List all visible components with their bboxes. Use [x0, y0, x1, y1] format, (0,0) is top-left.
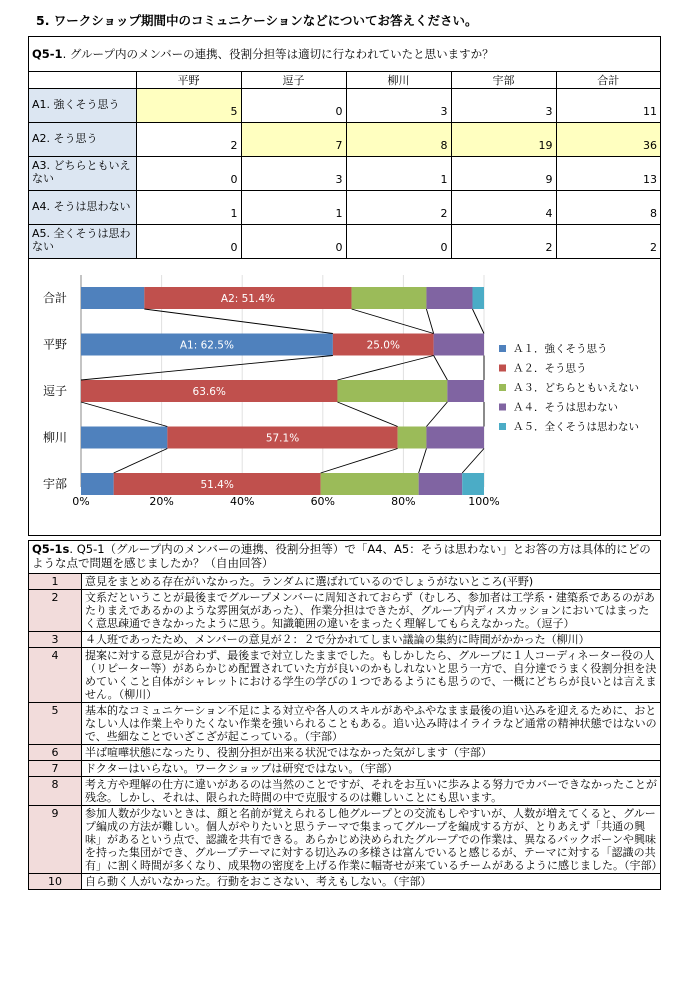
series-line [144, 309, 333, 334]
table-row [29, 156, 660, 190]
cell: 3 [451, 88, 556, 122]
series-line [434, 356, 448, 381]
bar-segment [352, 287, 427, 309]
row-label: A5. 全くそうは思わない [29, 224, 136, 258]
legend-swatch [499, 423, 506, 430]
cell: 13 [556, 156, 660, 190]
legend-swatch [499, 345, 506, 352]
q5-1-question [29, 37, 660, 71]
category-label: 合計 [42, 291, 67, 305]
series-line [321, 449, 398, 474]
series-line [337, 356, 433, 381]
stacked-bar-chart [29, 265, 660, 535]
cell: 7 [241, 122, 346, 156]
data-label: A2: 51.4% [220, 293, 276, 305]
table-row [29, 190, 660, 224]
q5-1s-id: Q5-1s [32, 542, 70, 556]
comment-row [29, 648, 660, 703]
table-row [29, 224, 660, 258]
comment-row [29, 745, 660, 761]
col-header: 合計 [556, 71, 660, 88]
cell: 9 [451, 156, 556, 190]
q5-1s-panel [28, 540, 661, 890]
cell: 1 [241, 190, 346, 224]
q5-1-table [29, 37, 660, 259]
legend-label: Ａ５．全くそうは思わない [513, 421, 639, 433]
cell: 0 [346, 224, 451, 258]
cell: 0 [241, 88, 346, 122]
bar-segment [472, 287, 484, 309]
x-tick-label: 40% [229, 495, 255, 508]
comment-number: 5 [29, 703, 82, 745]
comment-text: ４人班であったため、メンバーの意見が２：２で分かれてしまい議論の集約に時間がかかった（柳川） [82, 632, 661, 648]
bar-segment [447, 380, 484, 402]
data-label: 51.4% [200, 479, 234, 491]
legend-swatch [499, 384, 506, 391]
header-blank [29, 71, 136, 88]
legend-swatch [499, 365, 506, 372]
cell: 8 [346, 122, 451, 156]
legend-label: Ａ３．どちらともいえない [513, 382, 639, 394]
comment-row [29, 703, 660, 745]
comment-row [29, 874, 660, 890]
table-row [29, 88, 660, 122]
category-label: 逗子 [42, 384, 67, 398]
cell: 3 [346, 88, 451, 122]
data-label: 25.0% [366, 339, 400, 352]
x-tick-label: 60% [310, 495, 336, 508]
row-label: A1. 強くそう思う [29, 88, 136, 122]
cell: 11 [556, 88, 660, 122]
legend-label: Ａ４．そうは思わない [513, 401, 618, 414]
q5-1-id: Q5-1 [32, 46, 63, 61]
comment-number: 2 [29, 590, 82, 632]
series-line [352, 309, 434, 334]
comment-row [29, 761, 660, 777]
cell: 2 [136, 122, 241, 156]
comment-row [29, 632, 660, 648]
cell: 1 [346, 156, 451, 190]
cell: 2 [451, 224, 556, 258]
comment-number: 8 [29, 777, 82, 806]
comment-number: 7 [29, 761, 82, 777]
comment-text: 意見をまとめる存在がいなかった。ランダムに選ばれているのでしょうがないところ(平野) [82, 574, 661, 590]
row-label: A2. そう思う [29, 122, 136, 156]
q5-1s-question [29, 541, 660, 574]
comment-number: 6 [29, 745, 82, 761]
comment-text: 半ば喧嘩状態になったり、役割分担が出来る状況ではなかった気がします（宇部） [82, 745, 661, 761]
comment-row [29, 574, 660, 590]
q5-1-text: . グループ内のメンバーの連携、役割分担等は適切に行なわれていたと思いますか？ [62, 46, 494, 61]
comment-number: 10 [29, 874, 82, 890]
category-label: 宇部 [42, 477, 67, 491]
comment-text: 文系だということが最後までグループメンバーに周知されておらず（むしろ、参加者は工学系・建築系であるのがあたりまえであるかのような雰囲気があった）、作業分担はできたが、グループ内ディスカッションにおいてはまったく意思疎通できなかったように思う。知識範囲の違いをまったく理解してもらえなかった。（逗子） [82, 590, 661, 632]
series-line [419, 449, 427, 474]
comments-table [29, 574, 663, 889]
col-header: 平野 [136, 71, 241, 88]
bar-segment [434, 334, 484, 356]
bar-segment [337, 380, 447, 402]
comment-text: 基本的なコミュニケーション不足による対立や各人のスキルがあやふやなまま最後の追い込みを迎えるために、おとなしい人は作業上やりたくない作業を強いられることもある。追い込み時はイライラなど通常の精神状態ではないので、些細なことでいざこざが起こっている。（宇部） [82, 703, 661, 745]
comment-text: 自ら動く人がいなかった。行動をおこさない、考えもしない。（宇部） [85, 875, 432, 888]
cell: 8 [556, 190, 660, 224]
x-tick-label: 20% [149, 495, 174, 508]
bar-segment [419, 473, 463, 495]
table-row [29, 122, 660, 156]
comment-row [29, 777, 660, 806]
comment-number: 1 [29, 574, 82, 590]
row-label: A3. どちらともいえない [29, 156, 136, 190]
series-line [462, 449, 484, 474]
section-title: 5. ワークショップ期間中のコミュニケーションなどについてお答えください。 [36, 13, 478, 28]
comment-text: 提案に対する意見が合わず、最後まで対立したままでした。もしかしたら、グループに１人コーディネーター役の人（リピーター等）があらかじめ配置されていた方が良いのかもしれないと思う一方で、自分達でうまく役割分担を決めていくこと自体がシャレットにおける学生の学びの１つであるようにも思うので、一概にどちらが良いとは言えません。（柳川） [82, 648, 661, 703]
series-line [114, 449, 168, 474]
cell: 0 [136, 224, 241, 258]
data-label: 57.1% [265, 432, 300, 445]
cell: 0 [136, 156, 241, 190]
x-tick-label: 0% [72, 495, 90, 508]
bar-segment [81, 427, 167, 449]
cell: 36 [556, 122, 660, 156]
bar-segment [426, 427, 484, 449]
series-line [337, 402, 397, 427]
comment-text: 参加人数が少ないときは、顔と名前が覚えられるし他グループとの交流もしやすいが、人数が増えてくると、グループ編成の方法が難しい。個人がやりたいと思うテーマで集まってグループを編成する方が、とりあえず「共通の興味」があるという点で、認識を共有できる。あらかじめ決められたグループでの作業は、異なるバックボーンや興味を持った集団ができ、グループテーマに対する切込みの多様さは富んでいると感じるが、テーマに対する「認識の共有」に割く時間が多くなり、成果物の密度を上げる作業に幅寄せが来ているチームがあるように感じました。（宇部） [82, 806, 661, 874]
bar-segment [321, 473, 419, 495]
row-label: A4. そうは思わない [29, 190, 136, 224]
cell: 19 [451, 122, 556, 156]
bar-segment [81, 287, 144, 309]
legend-label: Ａ２．そう思う [513, 362, 587, 375]
legend-label: Ａ１．強くそう思う [513, 343, 608, 355]
data-label: A1: 62.5% [179, 339, 234, 352]
legend-swatch [499, 404, 506, 411]
bar-segment [462, 473, 484, 495]
comment-number: 9 [29, 806, 82, 874]
col-header: 宇部 [451, 71, 556, 88]
bar-segment [81, 473, 114, 495]
comment-text: 考え方や理解の仕方に違いがあるのは当然のことですが、それをお互いに歩みよる努力でカバーできなかったことが残念。しかし、それは、限られた時間の中で克服するのは難しいことにも思います。 [82, 777, 661, 806]
comment-number: 4 [29, 648, 82, 703]
cell: 4 [451, 190, 556, 224]
comment-row [29, 590, 660, 632]
category-label: 平野 [42, 337, 67, 352]
cell: 3 [241, 156, 346, 190]
q5-1s-text: . Q5-1（グループ内のメンバーの連携、役割分担等）で「A4、A5：そうは思わない」とお答の方は具体的にどのような点で問題を感じましたか？（自由回答） [32, 542, 651, 570]
cell: 0 [241, 224, 346, 258]
data-label: 63.6% [192, 386, 226, 398]
category-label: 柳川 [42, 430, 67, 445]
cell: 1 [136, 190, 241, 224]
series-line [426, 402, 447, 427]
x-tick-label: 100% [468, 495, 500, 508]
comment-text: ドクターはいらない。ワークショップは研究ではない。（宇部） [82, 761, 661, 777]
bar-segment [398, 427, 427, 449]
series-line [426, 309, 433, 334]
series-line [472, 309, 484, 334]
series-line [81, 356, 333, 381]
col-header: 逗子 [241, 71, 346, 88]
col-header: 柳川 [346, 71, 451, 88]
x-tick-label: 80% [391, 495, 416, 508]
comment-row [29, 806, 660, 874]
cell: 2 [556, 224, 660, 258]
series-line [81, 402, 167, 427]
bar-segment [426, 287, 472, 309]
cell: 2 [346, 190, 451, 224]
cell: 5 [136, 88, 241, 122]
comment-number: 3 [29, 632, 82, 648]
